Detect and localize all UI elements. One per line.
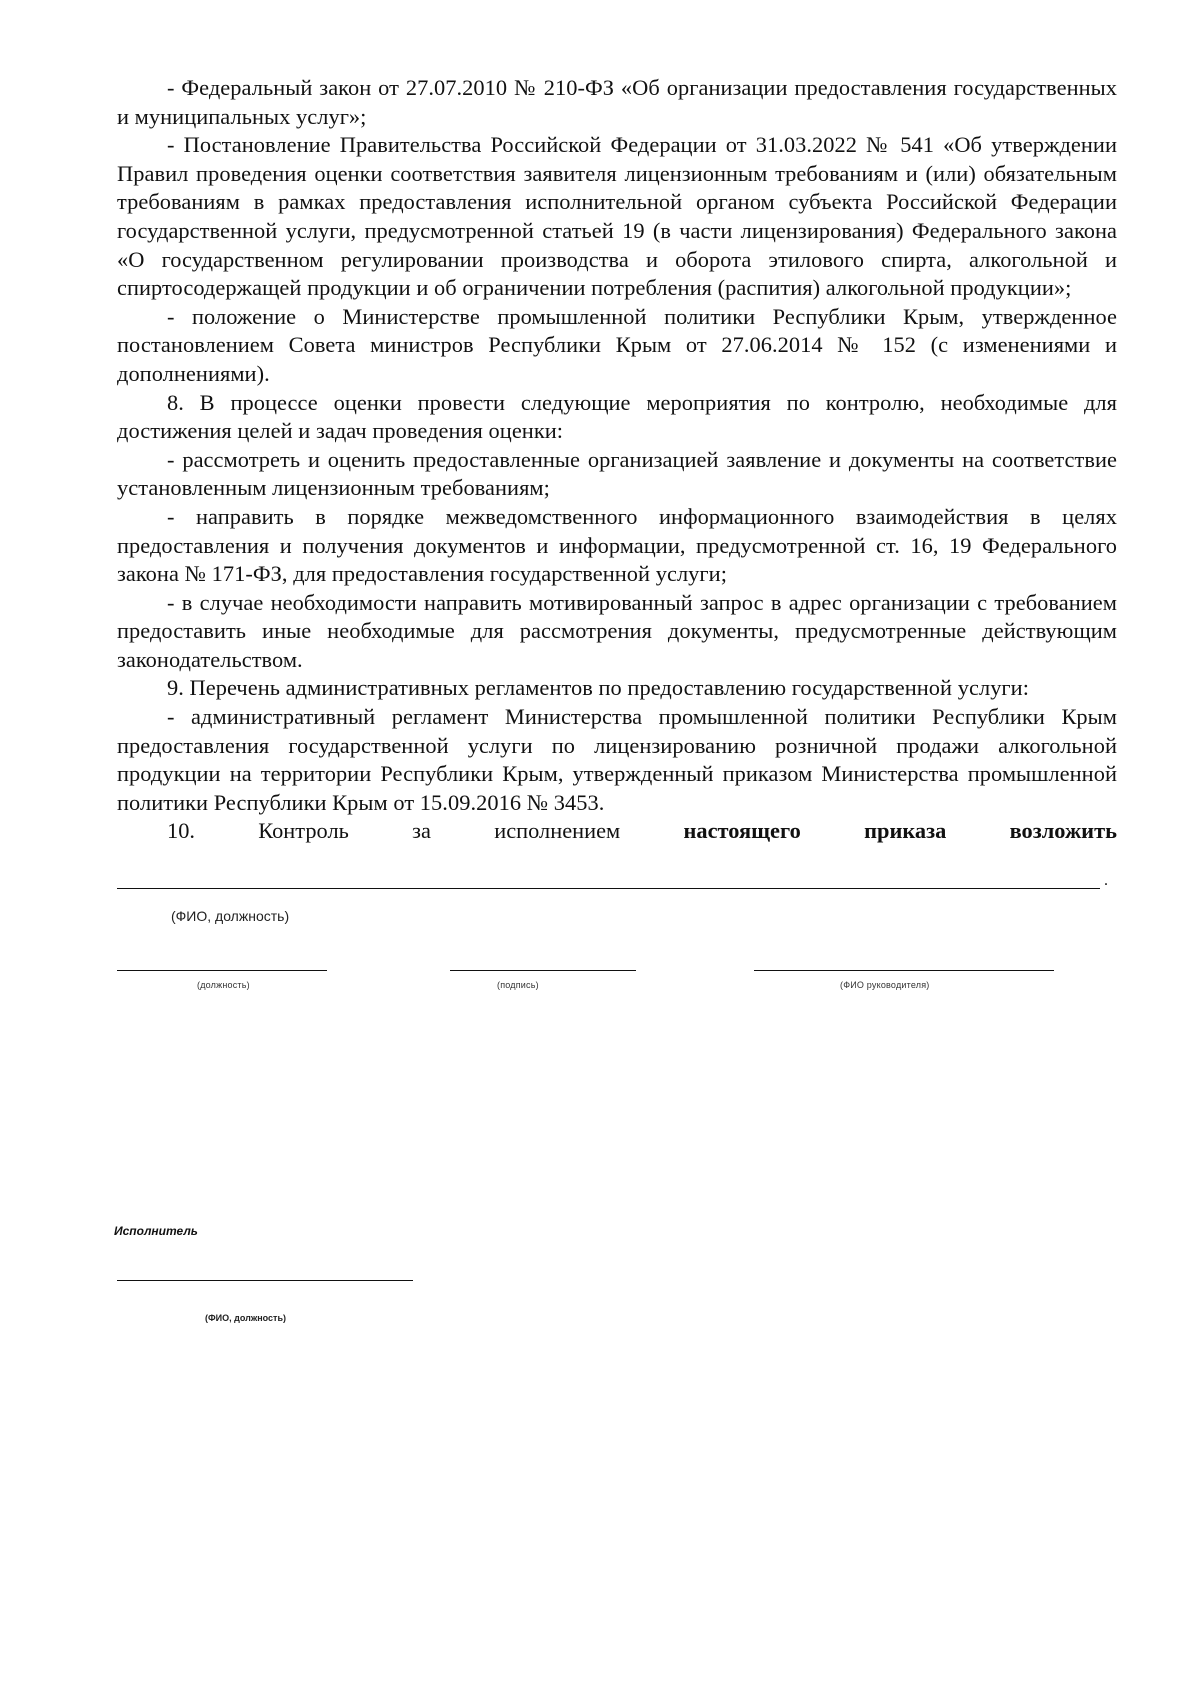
paragraph-ministry-regulation: - положение о Министерстве промышленной политики Республики Крым, утвержденное постановлением Совета министров Республики Крым от 27.06.2014 № 152 (с изменениями и дополнениями).	[117, 303, 1117, 386]
paragraph-item-10	[117, 817, 1117, 846]
paragraph-interagency-request: - направить в порядке межведомственного информационного взаимодействия в целях предоставления и получения документов и информации, предусмотренной ст. 16, 19 Федерального закона № 171-ФЗ, для предоставления государственной услуги;	[117, 503, 1117, 587]
executor-title: Исполнитель	[114, 1224, 198, 1238]
head-name-line	[754, 970, 1054, 971]
paragraph-motivated-request: - в случае необходимости направить мотивированный запрос в адрес организации с требованием предоставить иные необходимые для рассмотрения документы, предусмотренные действующим законодательством.	[117, 589, 1117, 672]
item-10-word: настоящего	[683, 818, 801, 844]
executor-sub-label: (ФИО, должность)	[205, 1313, 286, 1323]
paragraph-item-8: 8. В процессе оценки провести следующие мероприятия по контролю, необходимые для достижения целей и задач проведения оценки:	[117, 389, 1117, 444]
item-10-word: Контроль	[258, 818, 349, 844]
fio-position-label: (ФИО, должность)	[171, 908, 290, 924]
item-10-word: 10.	[167, 818, 195, 844]
position-label: (должность)	[197, 980, 250, 990]
paragraph-item-9: 9. Перечень административных регламентов по предоставлению государственной услуги:	[167, 675, 1029, 701]
signature-line	[450, 970, 636, 971]
fill-in-line	[117, 888, 1100, 889]
item-10-word: возложить	[1009, 818, 1117, 844]
paragraph-admin-regulation: - административный регламент Министерства промышленной политики Республики Крым предоставления государственной услуги по лицензированию розничной продажи алкогольной продукции на территории Республики Крым, утвержденный приказом Министерства промышленной политики Республики Крым от 15.09.2016 № 3453.	[117, 704, 1117, 815]
fill-in-line-period: .	[1104, 872, 1108, 889]
paragraph-federal-law-210: - Федеральный закон от 27.07.2010 № 210-ФЗ «Об организации предоставления государственных и муниципальных услуг»;	[117, 75, 1117, 129]
signature-label: (подпись)	[497, 980, 539, 990]
executor-line	[117, 1280, 413, 1281]
item-10-word: приказа	[864, 818, 947, 844]
head-name-label: (ФИО руководителя)	[840, 980, 930, 990]
paragraph-government-decree-541: - Постановление Правительства Российской Федерации от 31.03.2022 № 541 «Об утверждении Правил проведения оценки соответствия заявителя лицензионным требованиям и (или) обязательным требованиям в рамках предоставления исполнительной органом субъекта Российской Федерации государственной услуги, предусмотренной статьей 19 (в части лицензирования) Федерального закона «О государственном регулировании производства и оборота этилового спирта, алкогольной и спиртосодержащей продукции и об ограничении потребления (распития) алкогольной продукции»;	[117, 132, 1117, 301]
position-signature-line	[117, 970, 327, 971]
document-body	[117, 74, 1117, 846]
paragraph-review-documents: - рассмотреть и оценить предоставленные организацией заявление и документы на соответствие установленным лицензионным требованиям;	[117, 446, 1117, 501]
item-10-word: исполнением	[494, 818, 621, 844]
item-10-word: за	[412, 818, 431, 844]
